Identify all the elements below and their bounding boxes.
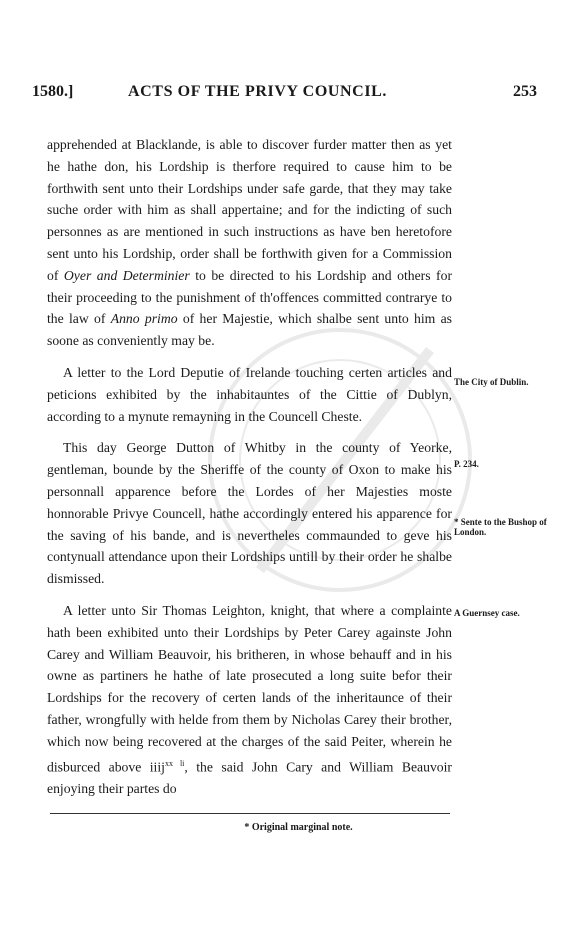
header-year: 1580.] [32, 83, 74, 100]
margin-note-page-ref: P. 234. [454, 459, 479, 469]
header-title: ACTS OF THE PRIVY COUNCIL. [128, 83, 388, 100]
running-header [32, 83, 537, 105]
margin-note-guernsey: A Guernsey case. [454, 608, 520, 618]
margin-note-bushop: * Sente to the Bushop of London. [454, 517, 547, 537]
page-body [47, 134, 452, 810]
footnote: * Original marginal note. [244, 822, 353, 833]
margin-note-dublin: The City of Dublin. [454, 377, 529, 387]
paragraph-4: A letter unto Sir Thomas Leighton, knight, that where a complainte hath been exhibited unto their Lordships by Peter Carey againste John Carey and William Beauvoir, his britheren, in whose behauff and in his owne as partiners he hathe of late prosecuted a long suite befor their Lordships for the recovery of certen lands of the inheritaunce of their father, wrongfully with helde from them by Nicholas Carey their brother, which now being recovered at the charges of the said Peiter, wherein he disburced above iiij$^{xx li}$, the said John Cary and William Beauvoir enjoying their partes do [47, 602, 452, 796]
paragraph-1: apprehended at Blacklande, is able to discover furder matter then as yet he hathe don, his Lordship is therfore required to cause him to be forthwith sent unto their Lordships under safe garde, that they may take suche order with him as shall appertaine; and for the indicting of such personnes as are mentioned in such instructions as have ben heretofore sent unto his Lordship, order shall be forthwith given for a Commission of Oyer and Determinier to be directed to his Lordship and others for their proceeding to the punishment of th'offences committed contrarye to the law of Anno primo of her Majestie, which shalbe sent unto him as soone as conveniently may be. [47, 137, 453, 349]
footnote-divider [50, 813, 450, 814]
paragraph-2: A letter to the Lord Deputie of Irelande touching certen articles and peticions exhibited by the inhabitauntes of the Cittie of Dublyn, according to a mynute remayning in the Councell Cheste. [47, 364, 452, 424]
page-number: 253 [513, 83, 537, 100]
paragraph-3: This day George Dutton of Whitby in the county of Yeorke, gentleman, bounde by the Sheriffe of the county of Oxon to make his personnall apparence before the Lordes of her Majesties moste honnorable Privye Councell, hathe accordingly entered his apparence for the saving of his bande, and is nevertheles commaunded to geve his contynuall attendance upon their Lordships untill by their order he shalbe dismissed. [47, 440, 452, 587]
